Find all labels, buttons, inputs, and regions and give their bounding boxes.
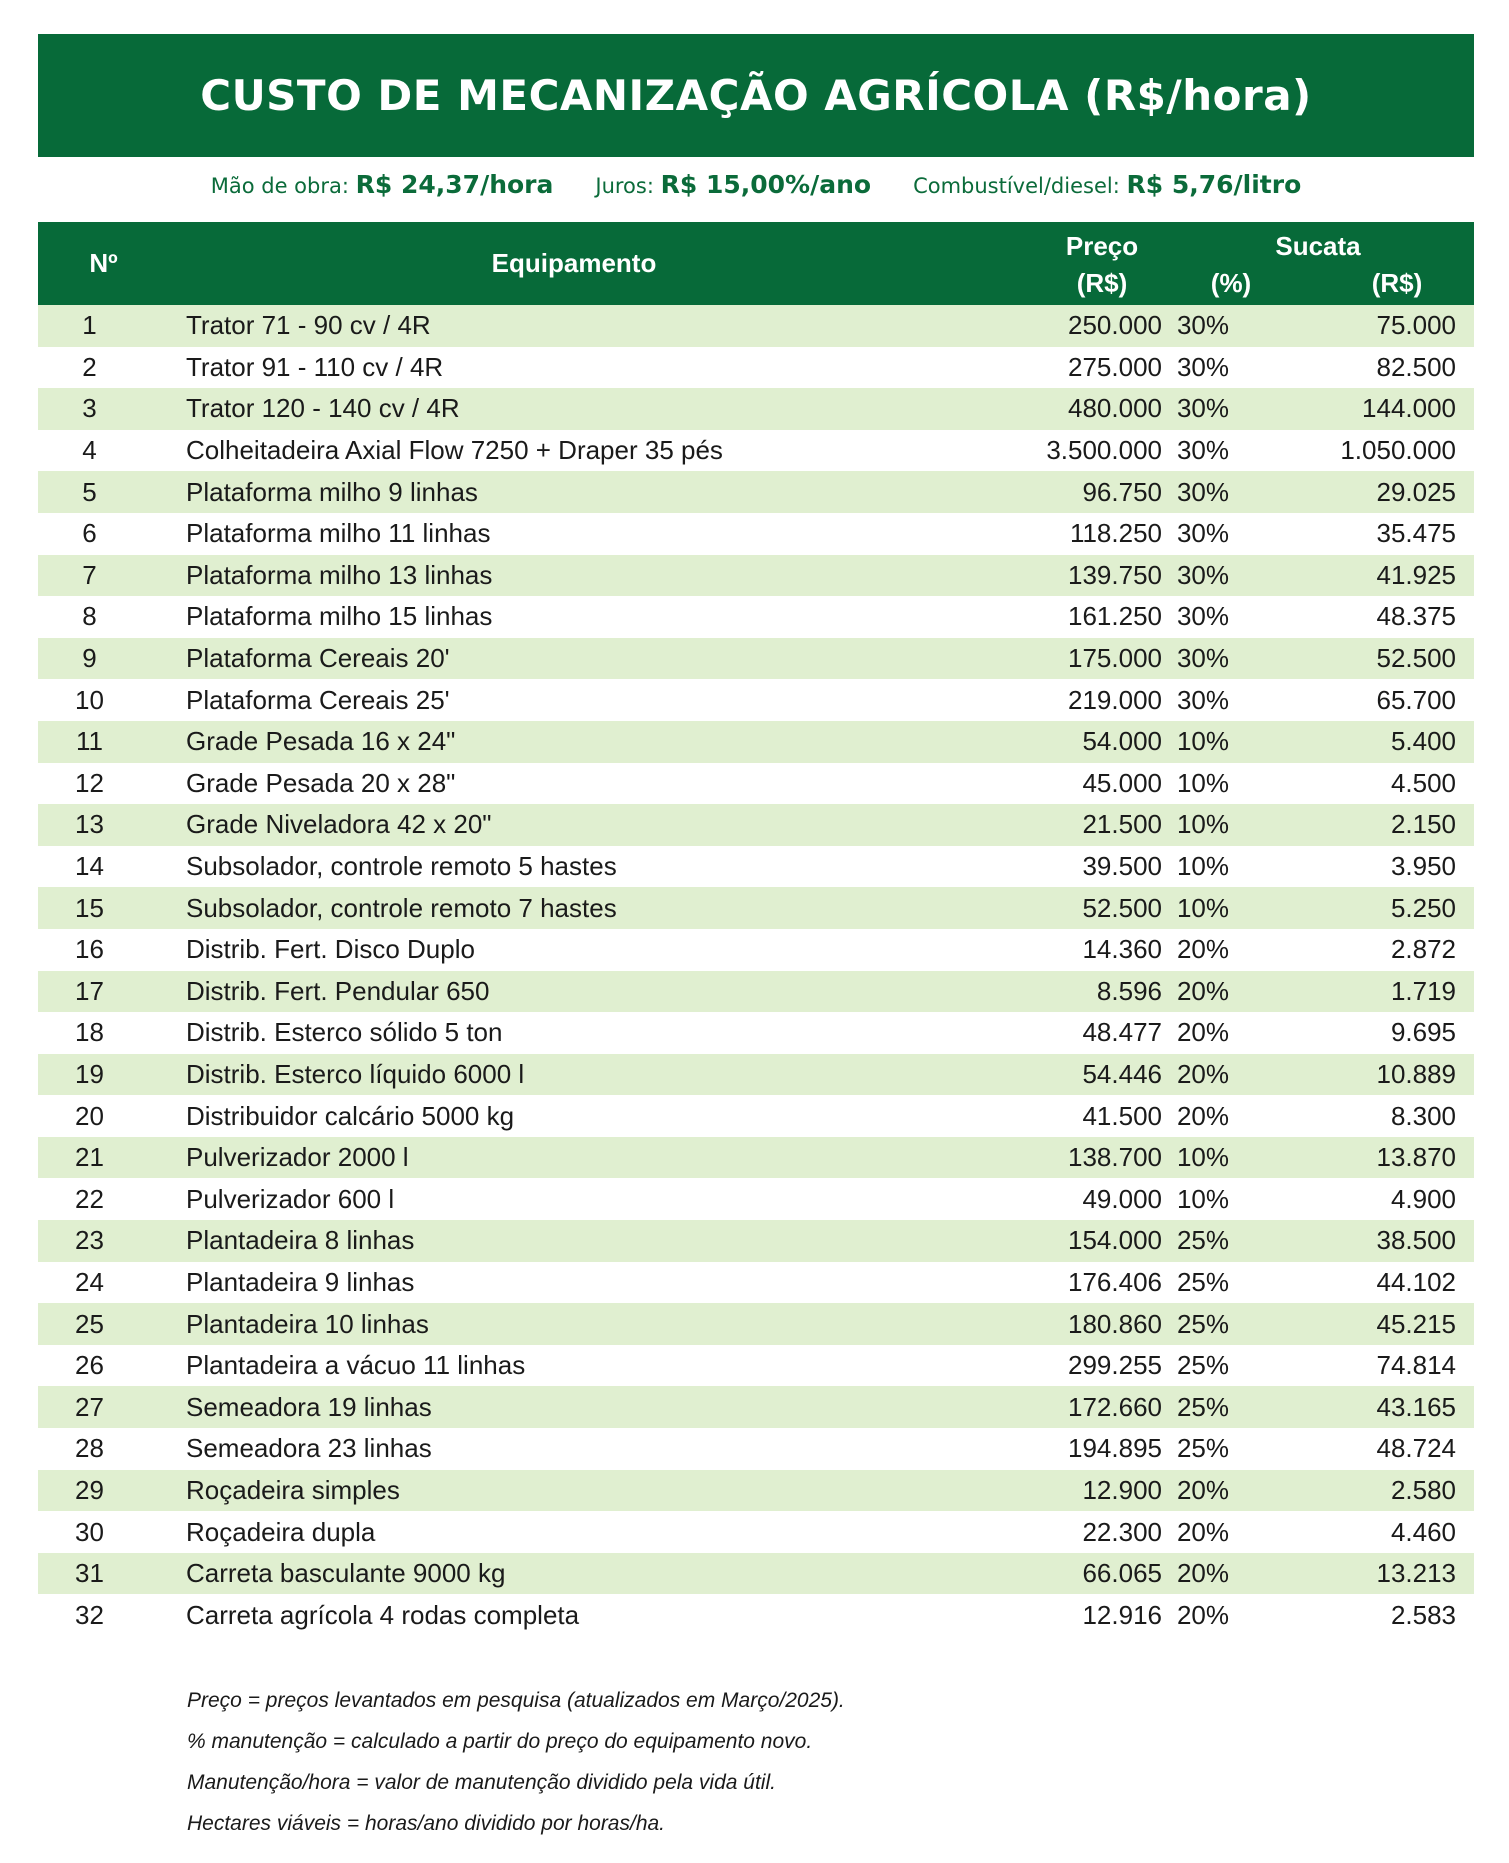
- row-scrap-value: 45.215: [1275, 1303, 1474, 1345]
- row-scrap-percent: 30%: [1162, 638, 1275, 680]
- table-row: [38, 971, 1474, 1013]
- row-equipment: Roçadeira dupla: [169, 1511, 979, 1553]
- row-scrap-value: 75.000: [1275, 305, 1474, 347]
- table-row: [38, 1137, 1474, 1179]
- table-body: [38, 305, 1474, 1636]
- row-equipment: Plataforma milho 11 linhas: [169, 513, 979, 555]
- table-row: [38, 721, 1474, 763]
- row-number: 2: [38, 347, 169, 389]
- footnote: Preço = preços levantados em pesquisa (atualizados em Março/2025).: [187, 1689, 845, 1712]
- parameters-bar: [38, 170, 1474, 210]
- table-row: [38, 513, 1474, 555]
- row-scrap-percent: 25%: [1162, 1345, 1275, 1387]
- row-price: 299.255: [979, 1345, 1162, 1387]
- row-equipment: Trator 91 - 110 cv / 4R: [169, 347, 979, 389]
- row-scrap-value: 13.870: [1275, 1137, 1474, 1179]
- row-number: 9: [38, 638, 169, 680]
- row-number: 17: [38, 971, 169, 1013]
- table-row: [38, 1095, 1474, 1137]
- row-scrap-value: 4.460: [1275, 1511, 1474, 1553]
- row-scrap-percent: 10%: [1162, 804, 1275, 846]
- row-price: 175.000: [979, 638, 1162, 680]
- row-price: 22.300: [979, 1511, 1162, 1553]
- row-number: 20: [38, 1095, 169, 1137]
- param-value: R$ 24,37/hora: [355, 170, 554, 199]
- row-equipment: Trator 71 - 90 cv / 4R: [169, 305, 979, 347]
- row-scrap-percent: 20%: [1162, 971, 1275, 1013]
- table-row: [38, 305, 1474, 347]
- param-label: Combustível/diesel:: [913, 174, 1120, 198]
- row-scrap-percent: 10%: [1162, 763, 1275, 805]
- row-price: 138.700: [979, 1137, 1162, 1179]
- row-equipment: Semeadora 23 linhas: [169, 1428, 979, 1470]
- row-price: 41.500: [979, 1095, 1162, 1137]
- row-scrap-value: 5.400: [1275, 721, 1474, 763]
- row-price: 54.446: [979, 1054, 1162, 1096]
- row-scrap-value: 2.580: [1275, 1470, 1474, 1512]
- table-header: [38, 222, 1474, 305]
- row-number: 4: [38, 430, 169, 472]
- row-price: 39.500: [979, 846, 1162, 888]
- row-scrap-percent: 20%: [1162, 929, 1275, 971]
- row-price: 12.900: [979, 1470, 1162, 1512]
- footnote: Manutenção/hora = valor de manutenção dividido pela vida útil.: [187, 1771, 776, 1794]
- footnote: Hectares viáveis = horas/ano dividido por horas/ha.: [187, 1812, 666, 1835]
- row-scrap-value: 48.375: [1275, 596, 1474, 638]
- footnotes: [187, 1680, 1387, 1844]
- header-scrap-pct-unit: (%): [1162, 262, 1275, 305]
- row-number: 7: [38, 555, 169, 597]
- row-number: 31: [38, 1553, 169, 1595]
- row-equipment: Carreta agrícola 4 rodas completa: [169, 1594, 979, 1636]
- table-row: [38, 1553, 1474, 1595]
- row-number: 11: [38, 721, 169, 763]
- row-scrap-value: 8.300: [1275, 1095, 1474, 1137]
- row-equipment: Roçadeira simples: [169, 1470, 979, 1512]
- row-scrap-value: 29.025: [1275, 471, 1474, 513]
- row-number: 19: [38, 1054, 169, 1096]
- row-equipment: Distrib. Esterco líquido 6000 l: [169, 1054, 979, 1096]
- row-equipment: Trator 120 - 140 cv / 4R: [169, 388, 979, 430]
- header-price-label: Preço: [1065, 231, 1139, 261]
- row-scrap-percent: 30%: [1162, 430, 1275, 472]
- row-scrap-percent: 10%: [1162, 846, 1275, 888]
- header-scrap: Sucata: [1162, 222, 1474, 262]
- row-scrap-value: 44.102: [1275, 1262, 1474, 1304]
- row-number: 29: [38, 1470, 169, 1512]
- row-scrap-value: 4.500: [1275, 763, 1474, 805]
- row-scrap-percent: 30%: [1162, 679, 1275, 721]
- row-equipment: Distrib. Fert. Disco Duplo: [169, 929, 979, 971]
- table-row: [38, 1345, 1474, 1387]
- param-fuel: [913, 170, 1301, 199]
- row-equipment: Plataforma Cereais 20': [169, 638, 979, 680]
- row-scrap-percent: 25%: [1162, 1386, 1275, 1428]
- row-scrap-percent: 20%: [1162, 1095, 1275, 1137]
- row-equipment: Plantadeira 8 linhas: [169, 1220, 979, 1262]
- table-row: [38, 763, 1474, 805]
- row-scrap-percent: 30%: [1162, 555, 1275, 597]
- row-equipment: Plataforma milho 13 linhas: [169, 555, 979, 597]
- row-equipment: Pulverizador 600 l: [169, 1178, 979, 1220]
- param-labor: [211, 170, 554, 199]
- row-equipment: Grade Pesada 20 x 28": [169, 763, 979, 805]
- row-scrap-percent: 10%: [1162, 887, 1275, 929]
- header-price-unit: [979, 262, 1162, 305]
- row-price: 49.000: [979, 1178, 1162, 1220]
- row-number: 8: [38, 596, 169, 638]
- table-row: [38, 388, 1474, 430]
- row-equipment: Plataforma milho 15 linhas: [169, 596, 979, 638]
- row-price: 161.250: [979, 596, 1162, 638]
- row-scrap-percent: 10%: [1162, 1137, 1275, 1179]
- row-number: 18: [38, 1012, 169, 1054]
- row-number: 22: [38, 1178, 169, 1220]
- param-label: Juros:: [595, 174, 654, 198]
- table-row: [38, 1054, 1474, 1096]
- row-price: 12.916: [979, 1594, 1162, 1636]
- row-scrap-percent: 30%: [1162, 388, 1275, 430]
- param-interest: [595, 170, 871, 199]
- row-scrap-value: 1.050.000: [1275, 430, 1474, 472]
- row-price: 66.065: [979, 1553, 1162, 1595]
- row-scrap-value: 3.950: [1275, 846, 1474, 888]
- header-scrap-value-unit: (R$): [1275, 262, 1474, 305]
- row-equipment: Distrib. Esterco sólido 5 ton: [169, 1012, 979, 1054]
- row-number: 28: [38, 1428, 169, 1470]
- row-scrap-percent: 30%: [1162, 471, 1275, 513]
- row-number: 12: [38, 763, 169, 805]
- row-scrap-percent: 20%: [1162, 1511, 1275, 1553]
- table-row: [38, 929, 1474, 971]
- row-scrap-value: 13.213: [1275, 1553, 1474, 1595]
- header-equipment: Equipamento: [169, 222, 979, 305]
- row-price: 154.000: [979, 1220, 1162, 1262]
- row-scrap-value: 43.165: [1275, 1386, 1474, 1428]
- row-scrap-percent: 30%: [1162, 347, 1275, 389]
- param-value: R$ 5,76/litro: [1126, 170, 1302, 199]
- header-number: Nº: [38, 222, 169, 305]
- table-row: [38, 596, 1474, 638]
- row-equipment: Carreta basculante 9000 kg: [169, 1553, 979, 1595]
- row-scrap-value: 65.700: [1275, 679, 1474, 721]
- row-price: 180.860: [979, 1303, 1162, 1345]
- row-equipment: Plantadeira a vácuo 11 linhas: [169, 1345, 979, 1387]
- row-scrap-percent: 25%: [1162, 1428, 1275, 1470]
- row-number: 16: [38, 929, 169, 971]
- table-row: [38, 804, 1474, 846]
- row-equipment: Semeadora 19 linhas: [169, 1386, 979, 1428]
- row-equipment: Subsolador, controle remoto 7 hastes: [169, 887, 979, 929]
- row-number: 6: [38, 513, 169, 555]
- row-price: 54.000: [979, 721, 1162, 763]
- row-price: 45.000: [979, 763, 1162, 805]
- row-scrap-value: 41.925: [1275, 555, 1474, 597]
- row-price: 8.596: [979, 971, 1162, 1013]
- row-number: 13: [38, 804, 169, 846]
- row-scrap-value: 2.583: [1275, 1594, 1474, 1636]
- row-price: 172.660: [979, 1386, 1162, 1428]
- row-equipment: Distrib. Fert. Pendular 650: [169, 971, 979, 1013]
- row-equipment: Distribuidor calcário 5000 kg: [169, 1095, 979, 1137]
- row-price: 3.500.000: [979, 430, 1162, 472]
- row-scrap-value: 74.814: [1275, 1345, 1474, 1387]
- row-scrap-percent: 20%: [1162, 1594, 1275, 1636]
- row-price: 21.500: [979, 804, 1162, 846]
- header-price: [979, 222, 1162, 262]
- row-price: 52.500: [979, 887, 1162, 929]
- row-equipment: Colheitadeira Axial Flow 7250 + Draper 35 pés: [169, 430, 979, 472]
- row-equipment: Plataforma Cereais 25': [169, 679, 979, 721]
- row-scrap-percent: 25%: [1162, 1220, 1275, 1262]
- row-scrap-percent: 10%: [1162, 721, 1275, 763]
- row-scrap-value: 10.889: [1275, 1054, 1474, 1096]
- table-row: [38, 1511, 1474, 1553]
- row-scrap-percent: 20%: [1162, 1054, 1275, 1096]
- page-title: CUSTO DE MECANIZAÇÃO AGRÍCOLA (R$/hora): [200, 71, 1312, 120]
- row-price: 139.750: [979, 555, 1162, 597]
- row-scrap-value: 5.250: [1275, 887, 1474, 929]
- row-scrap-percent: 30%: [1162, 513, 1275, 555]
- row-scrap-value: 9.695: [1275, 1012, 1474, 1054]
- table-row: [38, 638, 1474, 680]
- row-number: 27: [38, 1386, 169, 1428]
- row-number: 23: [38, 1220, 169, 1262]
- row-scrap-value: 48.724: [1275, 1428, 1474, 1470]
- table-row: [38, 1386, 1474, 1428]
- row-number: 3: [38, 388, 169, 430]
- table-row: [38, 1220, 1474, 1262]
- param-value: R$ 15,00%/ano: [660, 170, 872, 199]
- row-scrap-percent: 20%: [1162, 1470, 1275, 1512]
- param-label: Mão de obra:: [210, 174, 349, 198]
- row-price: 275.000: [979, 347, 1162, 389]
- row-scrap-percent: 20%: [1162, 1012, 1275, 1054]
- row-scrap-percent: 20%: [1162, 1553, 1275, 1595]
- cost-table: [38, 222, 1474, 1636]
- row-scrap-value: 1.719: [1275, 971, 1474, 1013]
- row-equipment: Plantadeira 10 linhas: [169, 1303, 979, 1345]
- row-scrap-value: 144.000: [1275, 388, 1474, 430]
- row-number: 32: [38, 1594, 169, 1636]
- row-equipment: Grade Niveladora 42 x 20": [169, 804, 979, 846]
- row-number: 24: [38, 1262, 169, 1304]
- table-row: [38, 471, 1474, 513]
- row-number: 15: [38, 887, 169, 929]
- table-row: [38, 1428, 1474, 1470]
- table-row: [38, 430, 1474, 472]
- table-row: [38, 1012, 1474, 1054]
- title-banner: [38, 34, 1474, 157]
- row-price: 48.477: [979, 1012, 1162, 1054]
- row-price: 219.000: [979, 679, 1162, 721]
- row-scrap-value: 2.150: [1275, 804, 1474, 846]
- row-price: 194.895: [979, 1428, 1162, 1470]
- row-price: 480.000: [979, 388, 1162, 430]
- row-equipment: Subsolador, controle remoto 5 hastes: [169, 846, 979, 888]
- table-row: [38, 887, 1474, 929]
- row-scrap-value: 82.500: [1275, 347, 1474, 389]
- row-scrap-percent: 30%: [1162, 305, 1275, 347]
- row-price: 176.406: [979, 1262, 1162, 1304]
- table-row: [38, 1262, 1474, 1304]
- row-number: 14: [38, 846, 169, 888]
- table-row: [38, 555, 1474, 597]
- row-number: 21: [38, 1137, 169, 1179]
- row-number: 10: [38, 679, 169, 721]
- table-row: [38, 347, 1474, 389]
- row-scrap-percent: 25%: [1162, 1262, 1275, 1304]
- row-equipment: Grade Pesada 16 x 24": [169, 721, 979, 763]
- row-number: 1: [38, 305, 169, 347]
- row-number: 25: [38, 1303, 169, 1345]
- table-row: [38, 679, 1474, 721]
- row-scrap-value: 2.872: [1275, 929, 1474, 971]
- header-price-unit-label: (R$): [1076, 268, 1128, 298]
- row-scrap-value: 38.500: [1275, 1220, 1474, 1262]
- table-row: [38, 1303, 1474, 1345]
- row-equipment: Pulverizador 2000 l: [169, 1137, 979, 1179]
- row-scrap-value: 35.475: [1275, 513, 1474, 555]
- row-price: 14.360: [979, 929, 1162, 971]
- table-row: [38, 846, 1474, 888]
- footnote: % manutenção = calculado a partir do preço do equipamento novo.: [187, 1730, 813, 1753]
- table-row: [38, 1178, 1474, 1220]
- row-price: 118.250: [979, 513, 1162, 555]
- row-number: 26: [38, 1345, 169, 1387]
- table-row: [38, 1470, 1474, 1512]
- row-number: 5: [38, 471, 169, 513]
- row-scrap-percent: 10%: [1162, 1178, 1275, 1220]
- row-equipment: Plantadeira 9 linhas: [169, 1262, 979, 1304]
- row-scrap-value: 52.500: [1275, 638, 1474, 680]
- row-scrap-percent: 30%: [1162, 596, 1275, 638]
- table-row: [38, 1594, 1474, 1636]
- row-scrap-value: 4.900: [1275, 1178, 1474, 1220]
- row-price: 250.000: [979, 305, 1162, 347]
- row-equipment: Plataforma milho 9 linhas: [169, 471, 979, 513]
- row-price: 96.750: [979, 471, 1162, 513]
- row-scrap-percent: 25%: [1162, 1303, 1275, 1345]
- row-number: 30: [38, 1511, 169, 1553]
